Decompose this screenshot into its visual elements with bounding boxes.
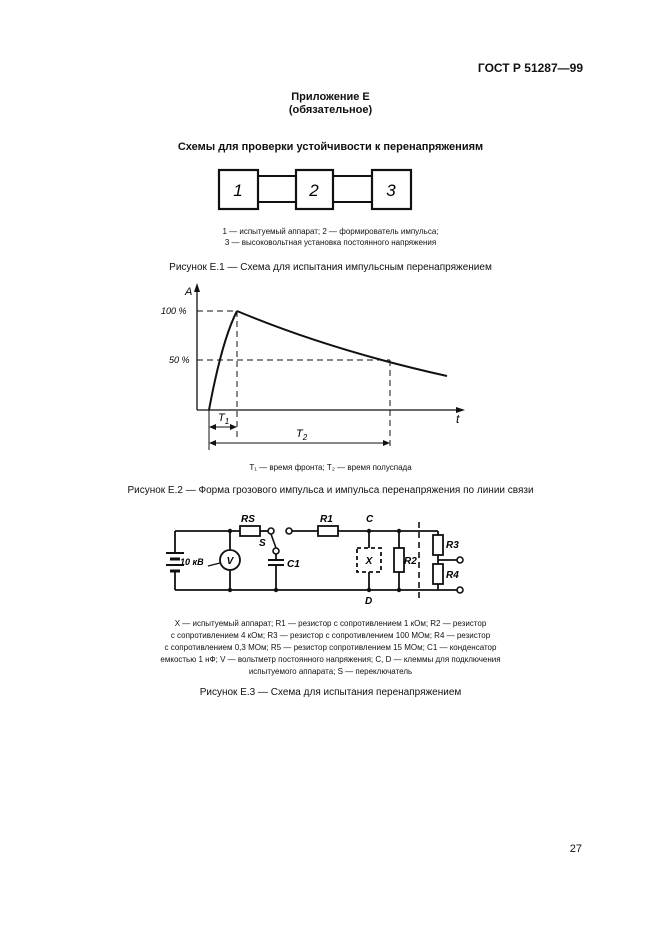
x-axis-label: t [456, 412, 460, 426]
t1-label: $T_1$ [218, 412, 230, 426]
switch-contact-bottom [273, 548, 279, 554]
section-title: Схемы для проверки устойчивости к перенапряжениям [177, 141, 484, 153]
t1-arrow-right [230, 424, 237, 430]
block-2-label: 2 [309, 181, 319, 200]
resistor-r3 [433, 535, 443, 555]
figure2-caption: Рисунок Е.2 — Форма грозового импульса и импульса перенапряжения по линии связи [127, 485, 534, 496]
figure1-legend [0, 226, 661, 248]
impulse-tail [237, 311, 447, 376]
appendix-heading [0, 91, 661, 117]
t2-label: $T_2$ [296, 428, 308, 442]
resistor-r4 [433, 564, 443, 584]
level-50-label: 50 % [169, 355, 190, 365]
terminal-bottom [457, 587, 463, 593]
label-c1: C1 [287, 559, 300, 570]
figure3-legend-line: емкостью 1 нФ; V — вольтметр постоянного напряжения; C, D — клеммы для подключения [160, 655, 501, 664]
label-r1: R1 [320, 514, 333, 525]
junction-c1-bottom [274, 588, 278, 592]
figure2-impulse-plot [0, 280, 661, 450]
figure3-caption: Рисунок Е.3 — Схема для испытания перенапряжением [199, 687, 462, 698]
y-axis-label: A [185, 286, 193, 298]
figure3-legend-line: X — испытуемый аппарат; R1 — резистор с сопротивлением 1 кОм; R2 — резистор [174, 619, 487, 628]
junction-x-bottom [367, 588, 371, 592]
figure3-legend-line: с сопротивлением 4 кОм; R3 — резистор с сопротивлением 100 МОм; R4 — резистор [170, 631, 491, 640]
label-r4: R4 [446, 570, 459, 581]
figure3-legend-line: с сопротивлением 0,3 МОм; R5 — резистор сопротивлением 15 МОм; C1 — конденсатор [164, 643, 497, 652]
label-r2: R2 [404, 556, 417, 567]
switch-contact-left [268, 528, 274, 534]
t1-arrow-left [209, 424, 216, 430]
appendix-status: (обязательное) [288, 104, 373, 116]
figure3-legend [110, 618, 551, 678]
block-3-label: 3 [386, 181, 396, 200]
level-100-label: 100 % [161, 306, 187, 316]
page-number: 27 [569, 843, 582, 855]
terminal-mid [457, 557, 463, 563]
standard-number: ГОСТ Р 51287—99 [477, 61, 583, 75]
junction-r2-top [397, 529, 401, 533]
label-c: C [366, 514, 374, 525]
junction-voltmeter-top [228, 529, 232, 533]
junction-voltmeter-bottom [228, 588, 232, 592]
label-s: S [259, 538, 266, 549]
figure1-legend-line1: 1 — испытуемый аппарат; 2 — формирователь импульса; [222, 227, 439, 236]
y-axis-arrow [194, 283, 200, 292]
label-x: X [365, 556, 373, 567]
voltmeter-label: V [226, 556, 234, 567]
wire-voltmeter-arrow [208, 563, 220, 566]
figure3-circuit [0, 508, 661, 608]
source-label: 10 кВ [180, 557, 204, 567]
figure1-legend-line2: 3 — высоковольтная установка постоянного напряжения [224, 238, 437, 247]
t2-arrow-right [383, 440, 390, 446]
switch-blade [271, 534, 276, 548]
figure2-legend: T₁ — время фронта; T₂ — время полуспада [249, 463, 412, 472]
figure3-legend-line: испытуемого аппарата; S — переключатель [248, 667, 413, 676]
resistor-r2 [394, 548, 404, 572]
label-rs: RS [241, 514, 255, 525]
figure1-caption: Рисунок Е.1 — Схема для испытания импульсным перенапряжением [169, 262, 492, 273]
appendix-title: Приложение Е [291, 91, 370, 103]
resistor-rs [240, 526, 260, 536]
figure1-block-diagram [0, 168, 661, 218]
t2-arrow-left [209, 440, 216, 446]
label-d: D [365, 596, 373, 607]
resistor-r1 [318, 526, 338, 536]
switch-contact-right [286, 528, 292, 534]
junction-x-top [367, 529, 371, 533]
label-r3: R3 [446, 540, 459, 551]
block-1-label: 1 [233, 181, 243, 200]
junction-r2-bottom [397, 588, 401, 592]
